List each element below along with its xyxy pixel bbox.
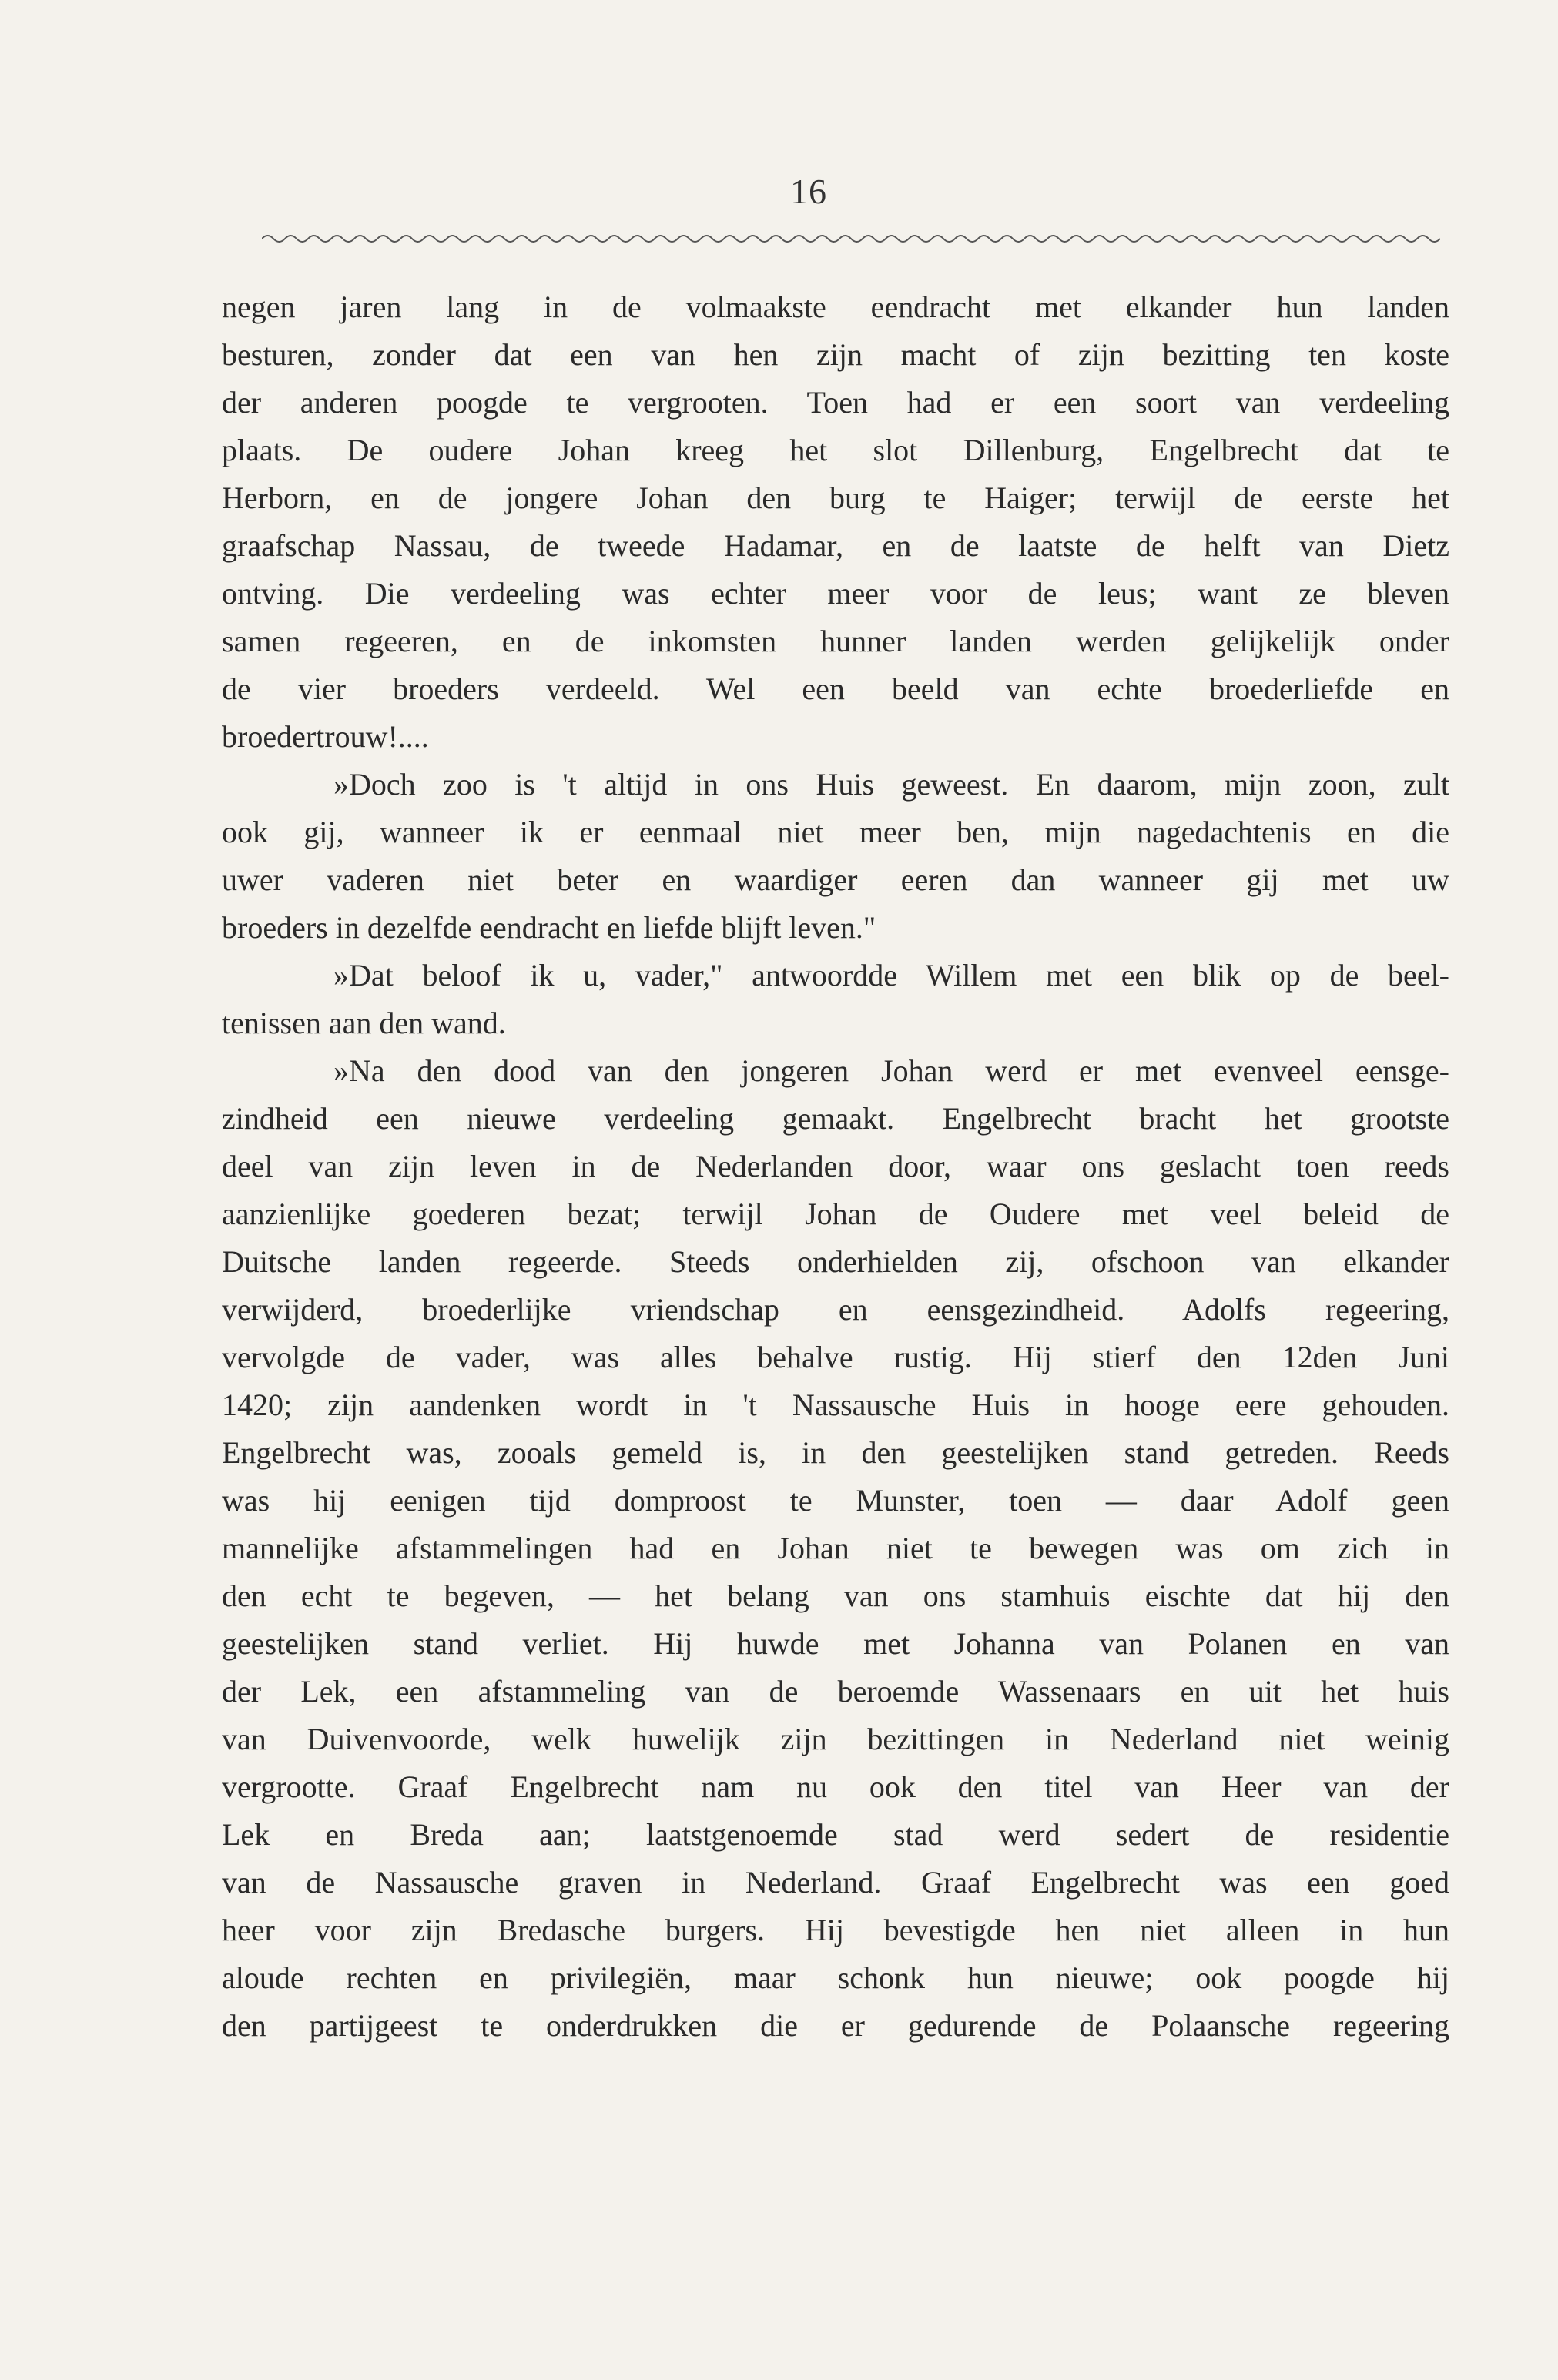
text-line: ook gij, wanneer ik er eenmaal niet meer ben, mijn nagedachtenis en die bbox=[222, 815, 1449, 849]
text-line: plaats. De oudere Johan kreeg het slot Dillenburg, Engelbrecht dat te bbox=[222, 433, 1449, 467]
text-line: aanzienlijke goederen bezat; terwijl Johan de Oudere met veel beleid de bbox=[222, 1197, 1449, 1231]
text-line: »Dat beloof ik u, vader," antwoordde Willem met een blik op de beel- bbox=[333, 958, 1449, 993]
text-line: was hij eenigen tijd domproost te Munster, toen — daar Adolf geen bbox=[222, 1483, 1449, 1518]
text-line: mannelijke afstammelingen had en Johan niet te bewegen was om zich in bbox=[222, 1531, 1449, 1565]
text-line: 1420; zijn aandenken wordt in 't Nassausche Huis in hooge eere gehouden. bbox=[222, 1387, 1449, 1422]
text-line: van Duivenvoorde, welk huwelijk zijn bezittingen in Nederland niet weinig bbox=[222, 1722, 1449, 1756]
text-line: Engelbrecht was, zooals gemeld is, in den geestelijken stand getreden. Reeds bbox=[222, 1435, 1449, 1470]
text-line: »Doch zoo is 't altijd in ons Huis geweest. En daarom, mijn zoon, zult bbox=[333, 767, 1449, 802]
text-line: der anderen poogde te vergrooten. Toen had er een soort van verdeeling bbox=[222, 385, 1449, 420]
text-line: uwer vaderen niet beter en waardiger eeren dan wanneer gij met uw bbox=[222, 862, 1449, 897]
text-line: broedertrouw!.... bbox=[222, 719, 429, 754]
text-line: Duitsche landen regeerde. Steeds onderhielden zij, ofschoon van elkander bbox=[222, 1244, 1449, 1279]
text-line: vervolgde de vader, was alles behalve rustig. Hij stierf den 12den Juni bbox=[222, 1340, 1449, 1374]
text-line: vergrootte. Graaf Engelbrecht nam nu ook den titel van Heer van der bbox=[222, 1769, 1449, 1804]
text-line: de vier broeders verdeeld. Wel een beeld van echte broederliefde en bbox=[222, 671, 1449, 706]
text-line: »Na den dood van den jongeren Johan werd er met evenveel eensge- bbox=[333, 1053, 1449, 1088]
text-line: Lek en Breda aan; laatstgenoemde stad werd sedert de residentie bbox=[222, 1817, 1449, 1852]
text-line: geestelijken stand verliet. Hij huwde met Johanna van Polanen en van bbox=[222, 1626, 1449, 1661]
text-line: zindheid een nieuwe verdeeling gemaakt. Engelbrecht bracht het grootste bbox=[222, 1101, 1449, 1136]
text-line: den echt te begeven, — het belang van ons stamhuis eischte dat hij den bbox=[222, 1578, 1449, 1613]
text-line: aloude rechten en privilegiën, maar schonk hun nieuwe; ook poogde hij bbox=[222, 1960, 1449, 1995]
text-line: der Lek, een afstammeling van de beroemde Wassenaars en uit het huis bbox=[222, 1674, 1449, 1709]
text-line: ontving. Die verdeeling was echter meer voor de leus; want ze bleven bbox=[222, 576, 1449, 611]
text-line: Herborn, en de jongere Johan den burg te Haiger; terwijl de eerste het bbox=[222, 480, 1449, 515]
text-line: broeders in dezelfde eendracht en liefde blijft leven." bbox=[222, 910, 876, 945]
text-line: heer voor zijn Bredasche burgers. Hij bevestigde hen niet alleen in hun bbox=[222, 1913, 1449, 1947]
text-line: negen jaren lang in de volmaakste eendracht met elkander hun landen bbox=[222, 290, 1449, 324]
text-line: van de Nassausche graven in Nederland. Graaf Engelbrecht was een goed bbox=[222, 1865, 1449, 1900]
text-line: den partijgeest te onderdrukken die er gedurende de Polaansche regeering bbox=[222, 2008, 1449, 2043]
body-text bbox=[222, 283, 1449, 2050]
text-line: samen regeeren, en de inkomsten hunner landen werden gelijkelijk onder bbox=[222, 624, 1449, 658]
page-number: 16 bbox=[790, 172, 827, 211]
wavy-rule-ornament bbox=[262, 233, 1440, 245]
text-line: verwijderd, broederlijke vriendschap en eensgezindheid. Adolfs regeering, bbox=[222, 1292, 1449, 1327]
text-line: graafschap Nassau, de tweede Hadamar, en de laatste de helft van Dietz bbox=[222, 528, 1449, 563]
text-line: besturen, zonder dat een van hen zijn macht of zijn bezitting ten koste bbox=[222, 337, 1449, 372]
text-line: deel van zijn leven in de Nederlanden door, waar ons geslacht toen reeds bbox=[222, 1149, 1449, 1183]
text-line: tenissen aan den wand. bbox=[222, 1006, 506, 1040]
